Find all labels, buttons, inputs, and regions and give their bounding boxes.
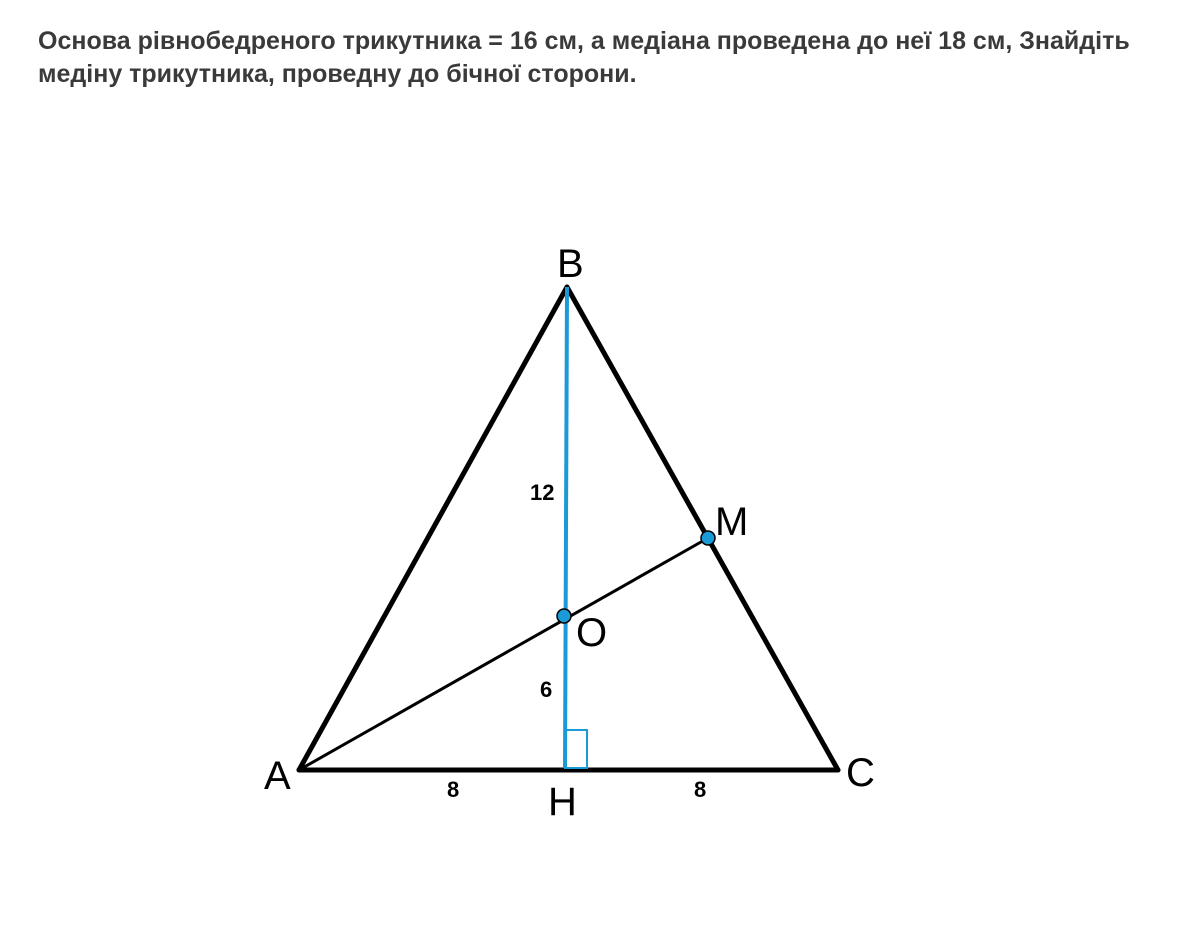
right-angle-marker (565, 730, 587, 768)
label-b: B (557, 242, 584, 286)
label-h: H (548, 780, 577, 824)
median-bh (565, 287, 567, 768)
label-o: O (576, 611, 608, 655)
side-ab (299, 287, 567, 770)
label-m: M (715, 500, 749, 544)
label-a: A (264, 754, 291, 798)
problem-statement: Основа рівнобедреного трикутника = 16 см, а медіана проведена до неї 18 см, Знайдіть медіну трикутника, проведну до бічної сторони. (38, 27, 1130, 88)
point-o (557, 609, 571, 623)
label-oh-length: 6 (540, 677, 553, 702)
label-hc-length: 8 (694, 777, 707, 802)
label-c: C (846, 751, 875, 795)
side-bc (567, 287, 838, 770)
label-bo-length: 12 (530, 480, 555, 505)
median-am (299, 538, 708, 770)
label-ah-length: 8 (447, 777, 460, 802)
point-m (701, 531, 715, 545)
